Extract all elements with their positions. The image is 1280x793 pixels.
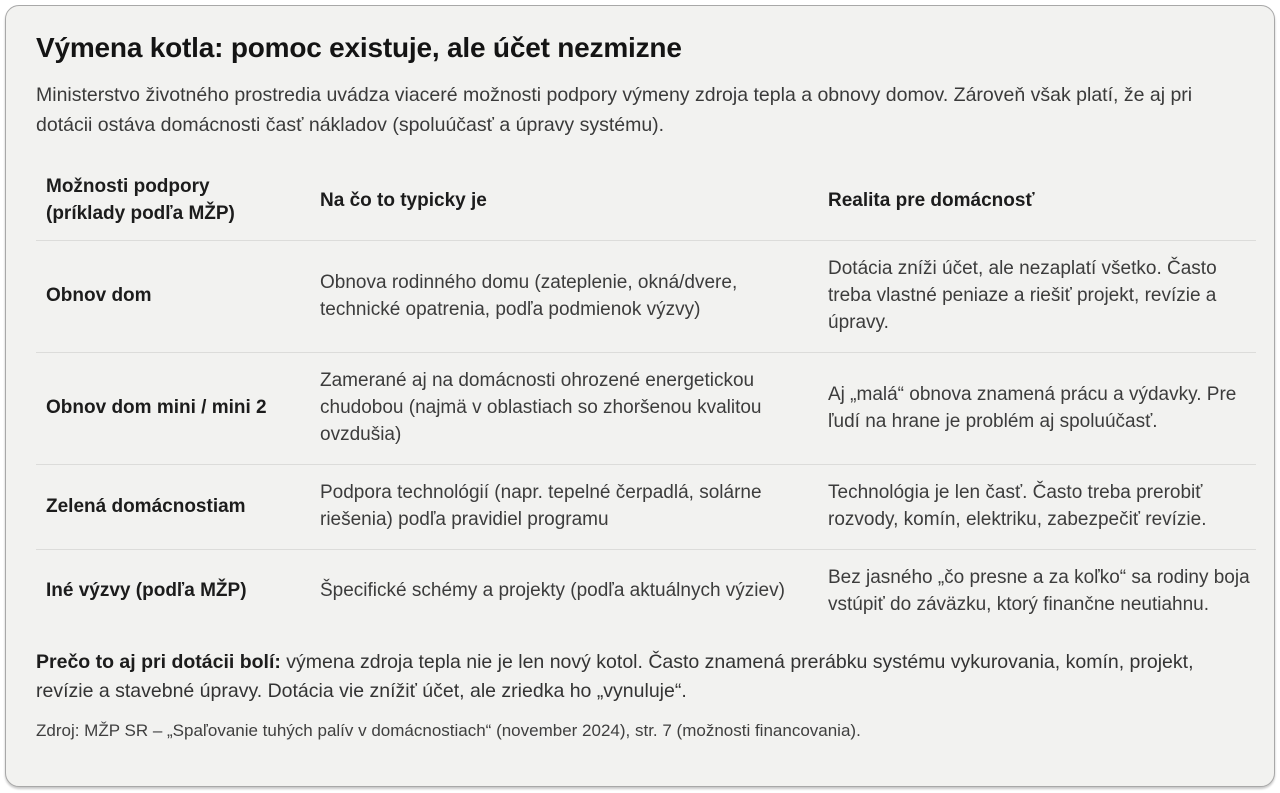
table-row	[36, 352, 1256, 464]
cell-option: Zelená domácnostiam	[46, 495, 246, 517]
column-header-purpose: Na čo to typicky je	[320, 189, 487, 211]
cell-purpose: Obnova rodinného domu (zateplenie, okná/dvere, technické opatrenia, podľa podmienok výzvy)	[320, 271, 738, 320]
source-line: Zdroj: MŽP SR – „Spaľovanie tuhých palív v domácnostiach“ (november 2024), str. 7 (možnosti financovania).	[36, 721, 861, 741]
cell-reality: Bez jasného „čo presne a za koľko“ sa rodiny boja vstúpiť do záväzku, ktorý finančne neutiahnu.	[828, 567, 1250, 615]
table-row	[36, 464, 1256, 549]
intro-paragraph: Ministerstvo životného prostredia uvádza viaceré možnosti podpory výmeny zdroja tepla a obnovy domov. Zároveň však platí, že aj pri dotácii ostáva domácnosti časť nákladov (spoluúčasť a úpravy systému).	[36, 84, 1193, 136]
cell-option: Obnov dom	[46, 285, 152, 307]
table-header-row	[36, 164, 1256, 240]
cell-reality: Aj „malá“ obnova znamená prácu a výdavky. Pre ľudí na hrane je problém aj spoluúčasť.	[828, 383, 1237, 432]
cell-purpose: Špecifické schémy a projekty (podľa aktuálnych výziev)	[320, 580, 785, 602]
column-header-options: Možnosti podpory (príklady podľa MŽP)	[46, 176, 235, 225]
note-lead: Prečo to aj pri dotácii bolí:	[36, 650, 281, 673]
page-title: Výmena kotla: pomoc existuje, ale účet nezmizne	[36, 32, 682, 63]
support-table	[36, 164, 1256, 634]
cell-purpose: Podpora technológií (napr. tepelné čerpadlá, solárne riešenia) podľa pravidiel programu	[320, 482, 762, 531]
cell-purpose: Zamerané aj na domácnosti ohrozené energetickou chudobou (najmä v oblastiach so zhoršenou kvalitou ovzdušia)	[320, 370, 762, 446]
why-it-hurts-note	[36, 648, 1244, 707]
cell-reality: Technológia je len časť. Často treba prerobiť rozvody, komín, elektriku, zabezpečiť revízie.	[828, 482, 1207, 531]
info-card	[5, 5, 1275, 787]
cell-reality: Dotácia zníži účet, ale nezaplatí všetko. Často treba vlastné peniaze a riešiť projekt, revízie a úpravy.	[828, 258, 1217, 334]
column-header-reality: Realita pre domácnosť	[828, 189, 1035, 211]
table-row	[36, 549, 1256, 634]
cell-option: Iné výzvy (podľa MŽP)	[46, 580, 247, 602]
note-text: výmena zdroja tepla nie je len nový kotol. Často znamená prerábku systému vykurovania, komín, projekt, revízie a stavebné úpravy. Dotácia vie znížiť účet, ale zriedka ho „vynuluje“.	[36, 650, 1194, 703]
cell-option: Obnov dom mini / mini 2	[46, 397, 267, 419]
table-row	[36, 240, 1256, 352]
